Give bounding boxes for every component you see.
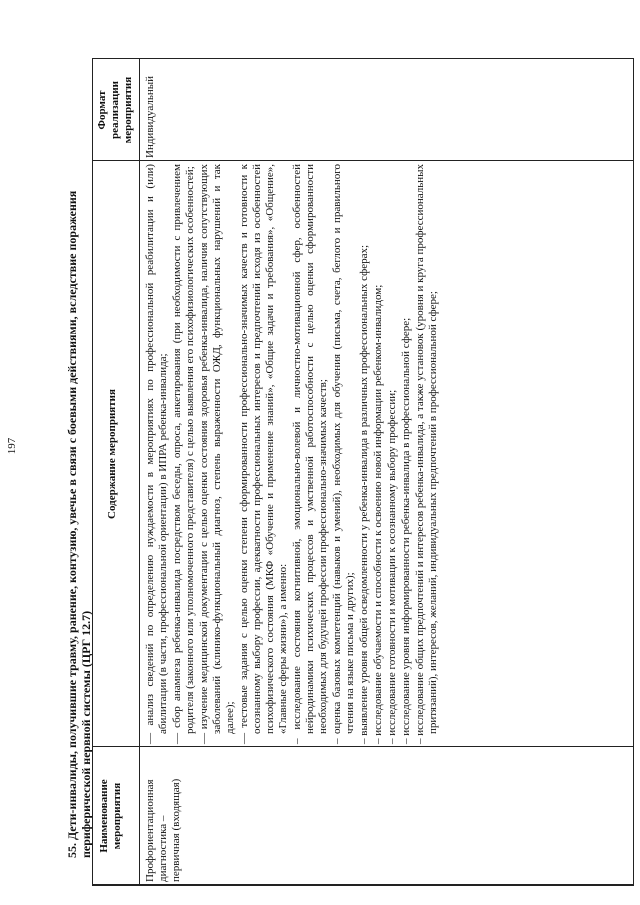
list-item: — тестовые задания с целью оценки степени сформированности профессионально-значимых качеств и готовности к осознанному выбору профессии, адекватности профессиональных интересов и предпочтений исходя из особенностей психофизического состояния (МКФ «Обучение и применение знаний», «Общие задачи и требования», «Общение», «Главные сферы жизни»), а именно: — [238, 164, 289, 744]
row-name-line2: диагностика – — [157, 815, 169, 882]
header-name: Наименование мероприятия — [98, 779, 123, 853]
page-number — [6, 428, 20, 468]
list-item: – исследование общих предпочтений и интересов ребенка-инвалида, а также установок (уровня и круга профессиональных притязаний), интересов, желаний, индивидуальных предпочтений в профессиональной сфере; — [414, 164, 439, 744]
row-name-line3: первичная (входящая) — [170, 778, 182, 882]
list-item: — изучение медицинской документации с целью оценки состояния здоровья ребенка-инвалида, наличия сопутствующих заболеваний (клинико-функциональный диагноз, степень выраженности ОЖД, функциональных нарушений и так далее); — [198, 164, 236, 744]
document-title-line2: периферической нервной системы (ЦРГ 12.7) — [79, 610, 93, 858]
list-item: – исследование готовности и мотивации к осознанному выбору профессии; — [386, 389, 398, 744]
list-item: — сбор анамнеза ребенка-инвалида посредством беседы, опроса, анкетирования (при необходимости с привлечением родителя (законного или уполномоченного представителя) с целью выявления его психофизиологических особенностей; — [171, 164, 196, 744]
row-line-1 — [92, 160, 634, 161]
page-number-text: 197 — [6, 437, 18, 455]
list-item: – исследование состояния когнитивной, эмоционально-волевой и личностно-мотивационной сфер, особенностей нейродинамики психических процессов и умственной работоспособности с целью оценки сформированности необходимых для будущей профессии профессионально-значимых качеств; — [291, 164, 329, 744]
list-item: – оценка базовых компетенций (навыков и умений), необходимых для обучения (письма, счета, беглого и правильного чтения на языке письма и других); — [331, 164, 356, 744]
col-line-1 — [139, 58, 140, 886]
row-format: Индивидуальный — [144, 76, 156, 158]
header-format: Формат реализации мероприятия — [96, 76, 134, 144]
col-line-0 — [92, 58, 93, 886]
activity-table — [92, 58, 634, 886]
list-item: — анализ сведений по определению нуждаемости в мероприятиях по профессиональной реабилитации и (или) абилитации (в части, профессиональной ориентации) в ИПРА ребенка-инвалида; — [144, 164, 169, 744]
content-list — [144, 164, 440, 744]
row-name-line1: Профориентационная — [144, 779, 156, 882]
row-content — [144, 164, 441, 744]
list-item: – исследование уровня информированности ребенка-инвалида в профессиональной сфере; — [400, 317, 412, 744]
document-title-line1: 55. Дети-инвалиды, получившие травму, ранение, контузию, увечье в связи с боевыми действиями, вследствие поражения — [65, 190, 79, 858]
document-title — [65, 98, 93, 858]
list-item: – исследование обучаемости и способности к освоению новой информации ребенком-инвалидом; — [372, 284, 384, 744]
list-item: – выявление уровня общей осведомленности у ребенка-инвалида в различных профессиональных сферах; — [358, 244, 370, 744]
row-line-2 — [92, 746, 634, 747]
header-content: Содержание мероприятия — [106, 389, 118, 519]
row-name — [144, 750, 183, 882]
row-line-3 — [92, 884, 634, 885]
